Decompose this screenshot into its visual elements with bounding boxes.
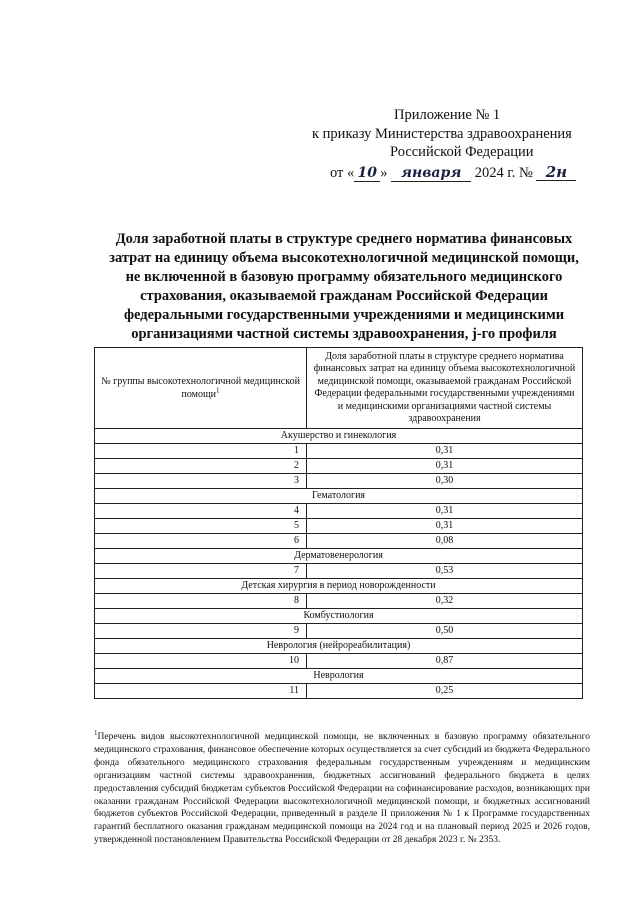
- title-line: организациями частной системы здравоохранения, j-го профиля: [131, 326, 557, 342]
- group-number-cell: 5: [95, 519, 307, 534]
- table-group-row: [95, 549, 583, 564]
- table-row: [95, 564, 583, 579]
- table-group-row: [95, 669, 583, 684]
- table-row: [95, 684, 583, 699]
- salary-share-value-cell: 0,53: [307, 564, 583, 579]
- salary-share-value-cell: 0,50: [307, 624, 583, 639]
- appendix-date-line: [330, 164, 600, 183]
- salary-share-value-cell: 0,30: [307, 474, 583, 489]
- group-number-cell: 6: [95, 534, 307, 549]
- header-salary-share: Доля заработной платы в структуре среднего норматива финансовых затрат на единицу объема высокотехнологичной медицинской помощи, оказываемой гражданам Российской Федерации федеральными государственными учреждениями и медицинскими организациями частной системы здравоохранения: [307, 348, 583, 429]
- appendix-header: [300, 106, 600, 182]
- salary-share-value-cell: 0,32: [307, 594, 583, 609]
- header-group-number-text: № группы высокотехнологичной медицинской помощи: [101, 376, 300, 400]
- document-title: [98, 230, 590, 344]
- appendix-country: Российской Федерации: [390, 144, 534, 160]
- table-header-row: [95, 348, 583, 429]
- group-name: Гематология: [95, 489, 583, 504]
- date-mid: »: [380, 164, 392, 181]
- group-name: Детская хирургия в период новорожденности: [95, 579, 583, 594]
- table-group-row: [95, 429, 583, 444]
- title-line: страхования, оказываемой гражданам Российской Федерации: [140, 288, 548, 304]
- group-name: Комбустиология: [95, 609, 583, 624]
- group-number-cell: 1: [95, 444, 307, 459]
- group-number-cell: 4: [95, 504, 307, 519]
- handwritten-month: января: [391, 165, 471, 182]
- table-row: [95, 459, 583, 474]
- appendix-order-ref: к приказу Министерства здравоохранения: [312, 125, 572, 142]
- table-group-row: [95, 639, 583, 654]
- group-number-cell: 7: [95, 564, 307, 579]
- footnote: [94, 728, 590, 847]
- appendix-number: Приложение № 1: [394, 107, 501, 123]
- salary-share-value-cell: 0,31: [307, 519, 583, 534]
- footnote-mark: 1: [94, 728, 98, 737]
- group-number-cell: 11: [95, 684, 307, 699]
- group-number-cell: 10: [95, 654, 307, 669]
- title-line: федеральными государственными учреждениями и медицинскими: [123, 307, 565, 323]
- salary-share-value-cell: 0,31: [307, 459, 583, 474]
- table-body: [95, 429, 583, 699]
- title-line: Доля заработной платы в структуре среднего норматива финансовых: [115, 231, 573, 247]
- table-row: [95, 444, 583, 459]
- group-name: Акушерство и гинекология: [95, 429, 583, 444]
- table-row: [95, 534, 583, 549]
- salary-share-value-cell: 0,08: [307, 534, 583, 549]
- footnote-ref: 1: [216, 386, 220, 395]
- handwritten-day: 10: [354, 165, 380, 182]
- table-group-row: [95, 579, 583, 594]
- salary-share-table: [94, 347, 583, 699]
- salary-share-value-cell: 0,25: [307, 684, 583, 699]
- table-row: [95, 474, 583, 489]
- salary-share-value-cell: 0,87: [307, 654, 583, 669]
- group-number-cell: 9: [95, 624, 307, 639]
- group-number-cell: 3: [95, 474, 307, 489]
- header-group-number: [95, 348, 307, 429]
- table-group-row: [95, 489, 583, 504]
- table-row: [95, 504, 583, 519]
- footnote-text: Перечень видов высокотехнологичной медицинской помощи, не включенных в базовую программу обязательного медицинского страхования, финансовое обеспечение которых осуществляется за счет субсидий из бюджета Федерального фонда обязательного медицинского страхования федеральным государственным учреждениям и медицинским организациям частной системы здравоохранения, бюджетных ассигнований федерального бюджета в целях предоставления субсидий бюджетам субъектов Российской Федерации на софинансирование расходов, возникающих при оказании гражданам Российской Федерации высокотехнологичной медицинской помощи, и бюджетных ассигнований бюджетов субъектов Российской Федерации, приведенный в разделе II приложения № 1 к Программе государственных гарантий бесплатного оказания гражданам медицинской помощи на 2024 год и на плановый период 2025 и 2026 годов, утвержденной постановлением Правительства Российской Федерации от 28 декабря 2023 г. № 2353.: [94, 732, 590, 846]
- table-row: [95, 519, 583, 534]
- group-name: Неврология: [95, 669, 583, 684]
- handwritten-order-number: 2н: [536, 164, 576, 181]
- group-number-cell: 8: [95, 594, 307, 609]
- salary-share-value-cell: 0,31: [307, 504, 583, 519]
- table-group-row: [95, 609, 583, 624]
- title-line: не включенной в базовую программу обязательного медицинского: [125, 269, 563, 285]
- table-row: [95, 654, 583, 669]
- date-prefix: от «: [330, 164, 355, 181]
- group-number-cell: 2: [95, 459, 307, 474]
- table-row: [95, 594, 583, 609]
- group-name: Неврология (нейрореабилитация): [95, 639, 583, 654]
- title-line: затрат на единицу объема высокотехнологичной медицинской помощи,: [109, 250, 579, 266]
- salary-share-value-cell: 0,31: [307, 444, 583, 459]
- table-row: [95, 624, 583, 639]
- group-name: Дерматовенерология: [95, 549, 583, 564]
- date-year: 2024 г. №: [471, 164, 537, 181]
